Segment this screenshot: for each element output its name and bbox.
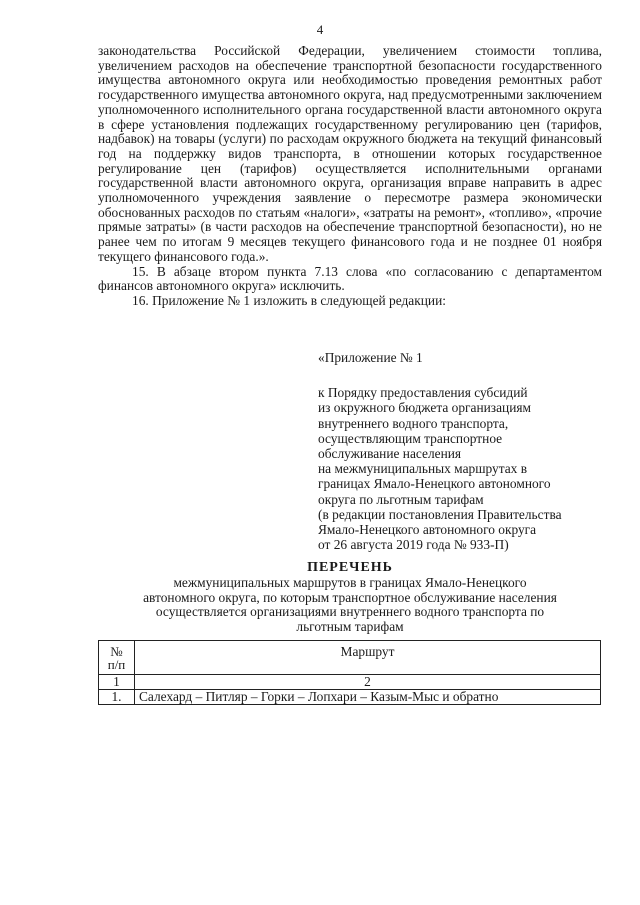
route-name: Салехард – Питляр – Горки – Лопхари – Казым-Мыс и обратно	[135, 690, 601, 705]
table-header-row	[99, 641, 601, 675]
appendix-line: осуществляющим транспортное	[318, 430, 503, 446]
appendix-line: Ямало-Ненецкого автономного округа	[318, 522, 537, 538]
item-15: 15. В абзаце втором пункта 7.13 слова «по согласованию с департаментом финансов автономного округа» исключить.	[98, 263, 602, 294]
appendix-line: из окружного бюджета организациям	[318, 400, 531, 416]
appendix-line: округа по льготным тарифам	[318, 491, 484, 507]
routes-table	[98, 640, 601, 705]
route-number: 1.	[99, 690, 135, 705]
list-title: ПЕРЕЧЕНЬ	[307, 560, 393, 575]
index-cell: 1	[99, 675, 135, 690]
paragraph-continuation: законодательства Российской Федерации, увеличением стоимости топлива, увеличением расходов на обеспечение транспортной безопасности государственного имущества автономного округа или необходимостью проведения ремонтных работ государственного имущества автономного округа, над предусмотренными заключением уполномоченного исполнительного органа государственной власти автономного округа в сфере установления подлежащих государственному регулированию цен (тарифов, надбавок) на товары (услуги) по расходам окружного бюджета на текущий финансовый год на поддержку видов транспорта, в отношении которых государственное регулирование цен (тарифов) осуществляется исполнительными органами государственной власти автономного округа, организация вправе направить в адрес уполномоченного учреждения заявление о пересмотре размера экономически обоснованных расходов по статьям «налоги», «затраты на ремонт», «топливо», «прочие прямые затраты» (в части расходов на обеспечение транспортной безопасности), но не ранее чем по итогам 9 месяцев текущего финансового года и не позднее 01 ноября текущего финансового года.».	[98, 43, 602, 264]
list-subtitle: межмуниципальных маршрутов в границах Ямало-Ненецкого автономного округа, по которым транспортное обслуживание населения осуществляется организациями внутреннего водного транспорта по льготным тарифам	[143, 575, 557, 634]
appendix-header	[318, 350, 588, 552]
header-route: Маршрут	[135, 641, 601, 675]
appendix-line: (в редакции постановления Правительства	[318, 506, 562, 522]
appendix-line: от 26 августа 2019 года № 933-П)	[318, 537, 509, 553]
page-number: 4	[316, 22, 324, 37]
appendix-line: обслуживание населения	[318, 446, 462, 462]
appendix-line: границах Ямало-Ненецкого автономного	[318, 476, 551, 492]
appendix-line: внутреннего водного транспорта,	[318, 415, 509, 431]
table-index-row	[99, 675, 601, 690]
header-number	[99, 641, 135, 675]
table-row	[99, 690, 601, 705]
appendix-line: на межмуниципальных маршрутах в	[318, 461, 528, 477]
header-number-symbol: №	[110, 643, 123, 659]
item-16: 16. Приложение № 1 изложить в следующей редакции:	[132, 292, 446, 308]
appendix-title: «Приложение № 1	[318, 350, 423, 365]
main-text	[98, 44, 602, 309]
index-cell: 2	[135, 675, 601, 690]
header-number-abbr: п/п	[107, 656, 126, 672]
appendix-line: к Порядку предоставления субсидий	[318, 385, 528, 401]
